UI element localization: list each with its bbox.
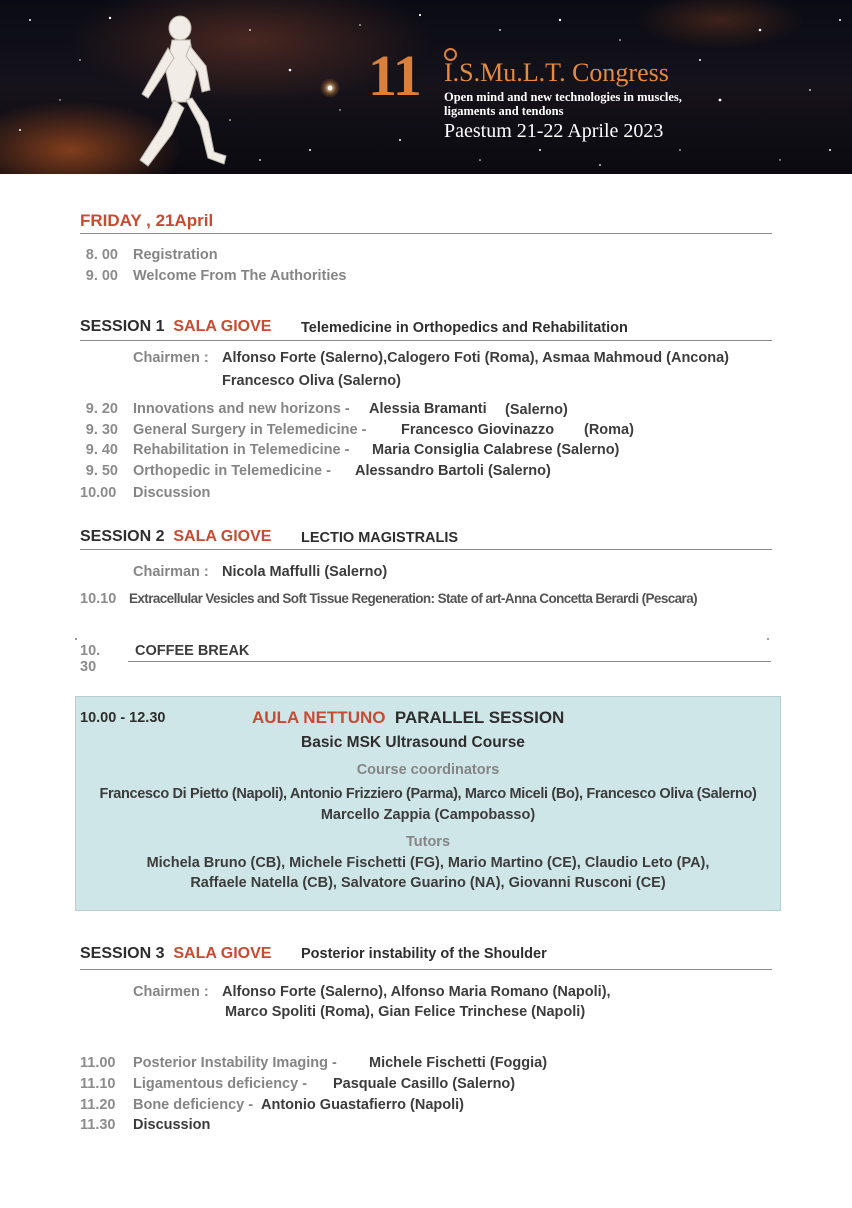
talk-title: Posterior Instability Imaging - xyxy=(133,1055,337,1071)
talk-title: General Surgery in Telemedicine - xyxy=(133,422,367,438)
chairmen-label: Chairmen : xyxy=(133,984,209,1000)
session-label: SESSION 3 xyxy=(80,945,165,962)
runner-statue-logo xyxy=(128,14,238,174)
talk-speaker: Pasquale Casillo (Salerno) xyxy=(333,1076,516,1092)
congress-location-date: Paestum 21-22 Aprile 2023 xyxy=(444,120,664,142)
coffee-break-label: COFFEE BREAK xyxy=(135,643,250,659)
talk-place: (Roma) xyxy=(584,422,634,438)
chairmen-names: Marco Spoliti (Roma), Gian Felice Trinchese (Napoli) xyxy=(225,1004,586,1020)
talk-time: 11.10 xyxy=(80,1076,116,1092)
talk-time: 9. 40 xyxy=(85,442,118,458)
parallel-title: PARALLEL SESSION xyxy=(394,708,565,727)
chairman-name: Nicola Maffulli (Salerno) xyxy=(222,564,388,580)
lectio-speaker: Anna Concetta Berardi (Pescara) xyxy=(504,591,698,606)
talk-time: 11.20 xyxy=(80,1097,116,1113)
coordinators-label: Course coordinators xyxy=(356,762,500,778)
opening-time: 9. 00 xyxy=(85,268,118,284)
opening-time: 8. 00 xyxy=(85,247,118,263)
lectio-title xyxy=(129,591,697,606)
session3-divider xyxy=(80,969,772,970)
lectio-time: 10.10 xyxy=(80,591,117,607)
session1-divider xyxy=(80,340,772,341)
header-banner xyxy=(0,0,852,174)
talk-title: Orthopedic in Telemedicine - xyxy=(133,463,331,479)
session-label: SESSION 1 xyxy=(80,318,165,335)
session-topic: Posterior instability of the Shoulder xyxy=(301,946,547,962)
talk-time: 9. 30 xyxy=(85,422,118,438)
tagline-line1: Open mind and new technologies in muscles, xyxy=(444,90,682,104)
opening-item: Registration xyxy=(133,247,218,263)
parallel-header xyxy=(252,708,564,728)
talk-speaker: Antonio Guastafierro (Napoli) xyxy=(261,1097,464,1113)
day-title: FRIDAY , 21April xyxy=(80,211,214,230)
opening-item: Welcome From The Authorities xyxy=(133,268,347,284)
talk-time: 11.30 xyxy=(80,1117,116,1133)
lectio-title-text: Extracellular Vesicles and Soft Tissue Regeneration: State of art- xyxy=(129,591,505,606)
coordinators-names: Marcello Zappia (Campobasso) xyxy=(320,807,536,823)
session-room: SALA GIOVE xyxy=(173,318,272,335)
parallel-room: AULA NETTUNO xyxy=(252,708,386,727)
talk-time: 11.00 xyxy=(80,1055,116,1071)
talk-speaker: Alessandro Bartoli (Salerno) xyxy=(355,463,551,479)
edition-number: 11 xyxy=(368,43,421,108)
session-room: SALA GIOVE xyxy=(173,528,272,545)
corner-mark xyxy=(767,638,769,640)
session-topic: Telemedicine in Orthopedics and Rehabilitation xyxy=(301,320,628,336)
day-divider xyxy=(80,233,772,234)
talk-speaker: Maria Consiglia Calabrese (Salerno) xyxy=(372,442,620,458)
chairmen-label: Chairmen : xyxy=(133,350,209,366)
talk-title: Innovations and new horizons - xyxy=(133,401,350,417)
chairmen-names: Francesco Oliva (Salerno) xyxy=(222,373,401,389)
tutors-names: Michela Bruno (CB), Michele Fischetti (FG), Mario Martino (CE), Claudio Leto (PA), xyxy=(146,855,710,871)
talk-title: Discussion xyxy=(133,485,211,501)
talk-speaker: Francesco Giovinazzo xyxy=(401,422,555,438)
coffee-time: 10. 30 xyxy=(80,643,101,675)
talk-title: Rehabilitation in Telemedicine - xyxy=(133,442,350,458)
talk-speaker: Michele Fischetti (Foggia) xyxy=(369,1055,548,1071)
parallel-time: 10.00 - 12.30 xyxy=(80,710,166,726)
talk-title: Ligamentous deficiency - xyxy=(133,1076,308,1092)
talk-title: Discussion xyxy=(133,1117,211,1133)
session-room: SALA GIOVE xyxy=(173,945,272,962)
tutors-label: Tutors xyxy=(405,834,451,850)
chairmen-names: Alfonso Forte (Salerno), Alfonso Maria Romano (Napoli), xyxy=(222,984,611,1000)
congress-title: I.S.Mu.L.T. Congress xyxy=(444,58,669,87)
talk-title: Bone deficiency - xyxy=(133,1097,254,1113)
session3-header xyxy=(80,945,271,963)
talk-time: 9. 50 xyxy=(85,463,118,479)
session2-divider xyxy=(80,549,772,550)
talk-time: 9. 20 xyxy=(85,401,118,417)
coordinators-names: Francesco Di Pietto (Napoli), Antonio Frizziero (Parma), Marco Miceli (Bo), Francesco Oliva (Salerno) xyxy=(99,786,757,802)
talk-time: 10.00 xyxy=(80,485,117,501)
session-label: SESSION 2 xyxy=(80,528,165,545)
congress-tagline xyxy=(444,90,744,118)
tagline-line2: ligaments and tendons xyxy=(444,104,564,118)
chairman-label: Chairman : xyxy=(133,564,209,580)
session1-header xyxy=(80,318,271,336)
session-topic: LECTIO MAGISTRALIS xyxy=(301,530,459,546)
session2-header xyxy=(80,528,271,546)
coffee-divider xyxy=(128,661,771,662)
chairmen-names: Alfonso Forte (Salerno),Calogero Foti (Roma), Asmaa Mahmoud (Ancona) xyxy=(222,350,729,366)
talk-speaker: Alessia Bramanti xyxy=(369,401,487,417)
talk-place: (Salerno) xyxy=(505,402,568,418)
tutors-names: Raffaele Natella (CB), Salvatore Guarino (NA), Giovanni Rusconi (CE) xyxy=(190,875,666,891)
course-title: Basic MSK Ultrasound Course xyxy=(301,734,525,751)
corner-mark xyxy=(75,638,77,640)
